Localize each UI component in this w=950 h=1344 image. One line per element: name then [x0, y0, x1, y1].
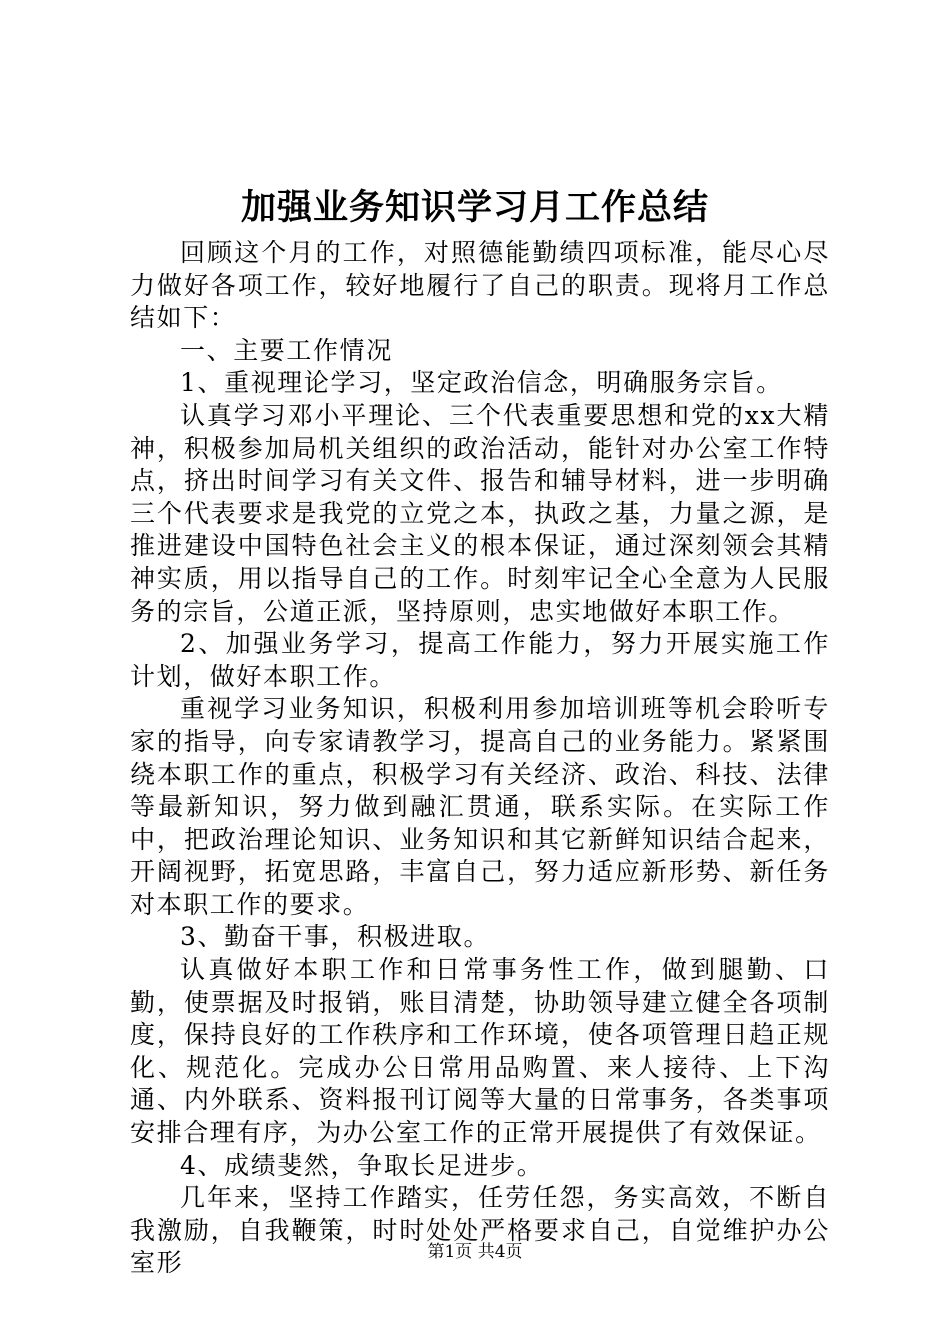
page-number: 第1页 共4页 [427, 1242, 523, 1262]
paragraph-business-study: 重视学习业务知识，积极利用参加培训班等机会聆听专家的指导，向专家请教学习，提高自己的业务能力。紧紧围绕本职工作的重点，积极学习有关经济、政治、科技、法律等最新知识，努力做到融汇贯通，联系实际。在实际工作中，把政治理论知识、业务知识和其它新鲜知识结合起来，开阔视野，拓宽思路，丰富自己，努力适应新形势、新任务对本职工作的要求。 [130, 694, 830, 919]
document-title: 加强业务知识学习月工作总结 [240, 187, 709, 228]
document-body [130, 237, 830, 1280]
subheading-2: 2、加强业务学习，提高工作能力，努力开展实施工作计划，做好本职工作。 [130, 629, 830, 691]
paragraph-intro: 回顾这个月的工作，对照德能勤绩四项标准，能尽心尽力做好各项工作，较好地履行了自己的职责。现将月工作总结如下： [130, 238, 830, 333]
paragraph-achievements: 几年来，坚持工作踏实，任劳任怨，务实高效，不断自我激励，自我鞭策，时时处处严格要求自己，自觉维护办公室形 [130, 1183, 830, 1278]
heading-main-work: 一、主要工作情况 [180, 335, 393, 365]
paragraph-daily-work: 认真做好本职工作和日常事务性工作，做到腿勤、口勤，使票据及时报销，账目清楚，协助领导建立健全各项制度，保持良好的工作秩序和工作环境，使各项管理日趋正规化、规范化。完成办公日常用品购置、来人接待、上下沟通、内外联系、资料报刊订阅等大量的日常事务，各类事项安排合理有序，为办公室工作的正常开展提供了有效保证。 [130, 955, 830, 1148]
paragraph-theory-study: 认真学习邓小平理论、三个代表重要思想和党的xx大精神，积极参加局机关组织的政治活动，能针对办公室工作特点，挤出时间学习有关文件、报告和辅导材料，进一步明确三个代表要求是我党的立党之本，执政之基，力量之源，是推进建设中国特色社会主义的根本保证，通过深刻领会其精神实质，用以指导自己的工作。时刻牢记全心全意为人民服务的宗旨，公道正派，坚持原则，忠实地做好本职工作。 [130, 400, 830, 626]
subheading-1: 1、重视理论学习，坚定政治信念，明确服务宗旨。 [180, 368, 783, 398]
subheading-4: 4、成绩斐然，争取长足进步。 [180, 1150, 544, 1180]
subheading-3: 3、勤奋干事，积极进取。 [180, 922, 491, 952]
